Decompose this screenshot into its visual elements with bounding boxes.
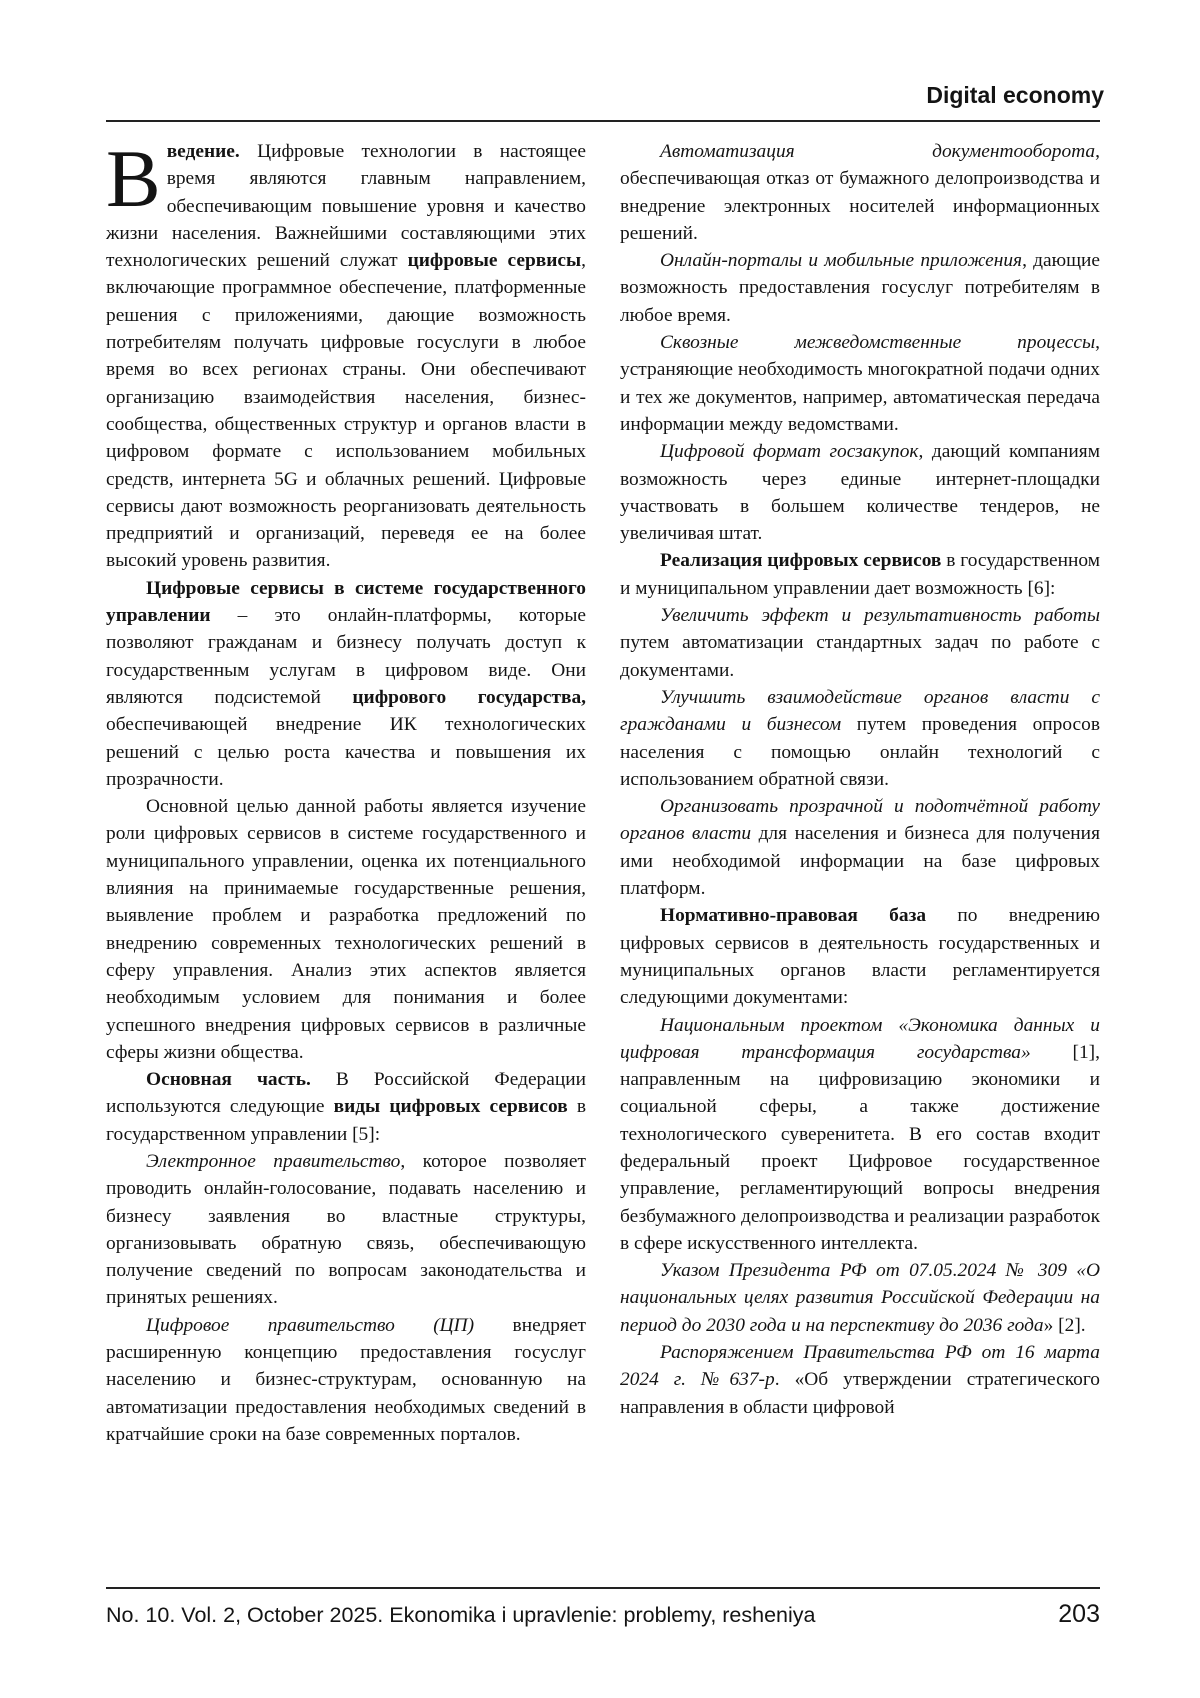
journal-citation: No. 10. Vol. 2, October 2025. Ekonomika i upravlenie: problemy, resheniya: [106, 1603, 816, 1627]
bold-term: виды цифровых сервисов: [333, 1096, 568, 1118]
paragraph-text: путем автоматизации стандартных задач по работе с документами.: [620, 632, 1100, 681]
paragraph: [620, 602, 1100, 684]
bold-term: цифрового государства,: [352, 686, 587, 708]
section-title: Digital economy: [926, 82, 1104, 108]
paragraph-text: , включающие программное обеспечение, платформенные решения с приложениями, дающие возможность потребителям получать цифровые госуслуги в любое время во всех регионах страны. Они обеспечивают организацию взаимодействия населения, бизнес-сообщества, общественных структур и органов власти в цифровом формате с использованием мобильных средств, интернета 5G и облачных решений. Цифровые сервисы дают возможность реорганизовать деятельность предприятий и организаций, переведя ее на более высокий уровень развития.: [106, 250, 586, 572]
bold-term: Основная часть.: [146, 1069, 311, 1091]
footer-rule: [106, 1587, 1100, 1589]
drop-cap: В: [106, 133, 161, 224]
paragraph-text: В Российской Федерации используются следующие: [106, 1069, 586, 1118]
paragraph: [620, 547, 1100, 602]
paragraph-text: Цифровые технологии в настоящее время являются главным направлением, обеспечивающим повышение уровня и качество жизни населения. Важнейшими составляющими этих технологических решений служат: [106, 141, 586, 272]
left-column: [106, 133, 587, 1448]
italic-term: Автоматизация документооборота: [660, 141, 1096, 162]
paragraph-text: , которое позволяет проводить онлайн-голосование, подавать населению и бизнесу заявления во властные структуры, организовывать обратную связь, обеспечивающую получение сведений по вопросам законодательства и принятых решениях.: [106, 1150, 586, 1309]
paragraph-text: в государственном и муниципальном управлении дает возможность [6]:: [620, 550, 1100, 599]
paragraph: [106, 1312, 586, 1448]
bold-term: Нормативно-правовая база: [660, 905, 927, 927]
paragraph-text: , обеспечивающая отказ от бумажного делопроизводства и внедрение электронных носителей информационных решений.: [620, 141, 1100, 244]
paragraph: [106, 1148, 586, 1312]
intro-lead: ведение.: [166, 141, 240, 162]
italic-term: Указом Президента РФ от 07.05.2024 № 309 «О национальных целях развития Российской Федерации на период до 2030 года и на перспективу до 2036 года: [620, 1260, 1100, 1336]
italic-term: Цифровое правительство (ЦП): [146, 1314, 475, 1336]
paragraph-text: , устраняющие необходимость многократной подачи одних и тех же документов, например, автоматическая передача информации между ведомствами.: [620, 332, 1100, 435]
bold-term: цифровые сервисы: [407, 250, 582, 272]
paragraph-text: внедряет расширенную концепцию предоставления госуслуг населению и бизнес-структурам, основанную на автоматизации предоставления необходимых сведений в кратчайшие сроки на базе современных порталов.: [106, 1314, 586, 1445]
paragraph: [620, 329, 1100, 438]
paragraph-text: [1], направленным на цифровизацию экономики и социальной сферы, а также достижение технологического суверенитета. В его состав входит федеральный проект Цифровое государственное управление, регламентирующий вопросы внедрения безбумажного делопроизводства и реализации разработок в сфере искусственного интеллекта.: [620, 1041, 1100, 1254]
paragraph: [620, 247, 1100, 329]
paragraph: [106, 1066, 586, 1148]
italic-term: Организовать прозрачной и подотчётной работу органов власти: [620, 796, 1100, 845]
italic-term: Сквозные межведомственные процессы: [660, 332, 1096, 354]
paragraph: [620, 684, 1100, 793]
paragraph-text: путем проведения опросов населения с помощью онлайн технологий с использованием обратной связи.: [620, 714, 1100, 790]
header-rule: [106, 120, 1100, 122]
bold-term: Цифровые сервисы в системе государственного управлении: [106, 577, 586, 627]
italic-term: Увеличить эффект и результативность работы: [660, 605, 1100, 627]
right-column: [620, 138, 1100, 1421]
paragraph: [620, 1339, 1100, 1421]
paragraph-text: » [2].: [1043, 1314, 1086, 1336]
paragraph: [620, 793, 1100, 902]
paragraph-text: . «Об утверждении стратегического направления в области цифровой: [620, 1369, 1100, 1418]
paragraph-text: по внедрению цифровых сервисов в деятельность государственных и муниципальных органов власти регламентируется следующими документами:: [620, 905, 1100, 1009]
paragraph-text: , дающий компаниям возможность через единые интернет-площадки участвовать в большем количестве тендеров, не увеличивая штат.: [620, 441, 1100, 545]
paragraph-text: – это онлайн-платформы, которые позволяют гражданам и бизнесу получать доступ к государственным услугам в цифровом виде. Они являются подсистемой: [106, 605, 586, 708]
paragraph-text: для населения и бизнеса для получения ими необходимой информации на базе цифровых платформ.: [620, 823, 1100, 900]
italic-term: Улучшить взаимодействие органов власти с гражданами и бизнесом: [620, 686, 1100, 736]
paragraph: [620, 1257, 1100, 1339]
paragraph-text: , дающие возможность предоставления госуслуг потребителям в любое время.: [620, 250, 1100, 326]
page-number: 203: [1058, 1600, 1100, 1628]
intro-paragraph: [106, 133, 586, 575]
bold-term: Реализация цифровых сервисов: [660, 550, 942, 572]
paragraph: [620, 902, 1100, 1011]
italic-term: Распоряжением Правительства РФ от 16 марта 2024 г. №637-р: [620, 1342, 1100, 1391]
italic-term: Электронное правительство: [146, 1150, 401, 1172]
paragraph: [620, 138, 1100, 247]
italic-term: Онлайн-порталы и мобильные приложения: [660, 250, 1023, 272]
paragraph: Основной целью данной работы является изучение роли цифровых сервисов в системе государственного и муниципального управлении, оценка их потенциального влияния на принимаемые государственные решения, выявление проблем и разработка предложений по внедрению современных технологических решений в сферу управления. Анализ этих аспектов является необходимым условием для понимания и более успешного внедрения цифровых сервисов в различные сферы жизни общества.: [106, 796, 586, 1063]
italic-term: Цифровой формат госзакупок: [660, 441, 919, 463]
italic-term: Национальным проектом «Экономика данных и цифровая трансформация государства»: [620, 1014, 1100, 1063]
paragraph: [106, 575, 586, 793]
paragraph: [620, 1012, 1100, 1258]
paragraph-text: в государственном управлении [5]:: [106, 1096, 586, 1145]
paragraph: [620, 438, 1100, 547]
paragraph-text: обеспечивающей внедрение ИК технологических решений с целью роста качества и повышения их прозрачности.: [106, 714, 586, 790]
